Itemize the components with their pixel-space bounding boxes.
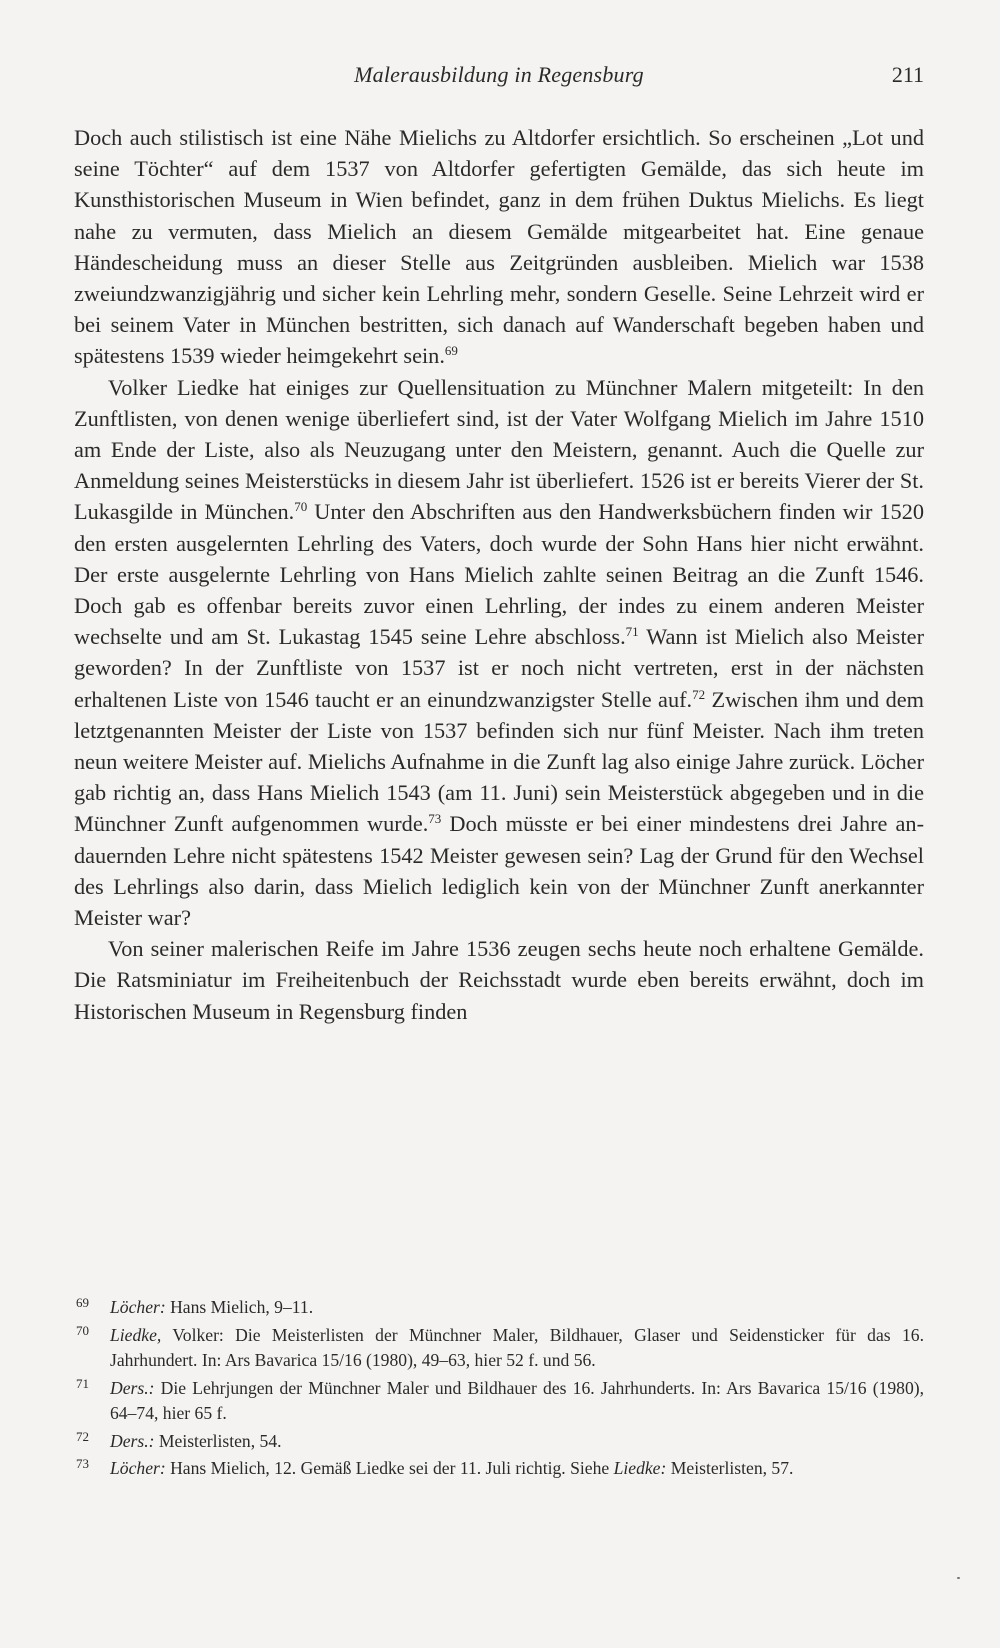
paragraph-2: Volker Liedke hat einiges zur Quellensituation zu Münchner Malern mitgeteilt: In den Zunftlisten, von denen wenige überliefert sind, ist der Vater Wolfgang Mielich im Jahre 1510 am Ende der Liste, also als Neuzugang unter den Meistern, genannt. Auch die Quelle zur Anmeldung seines Meisterstücks in diesem Jahr ist überliefert. 1526 ist er bereits Vierer der St. Lukasgilde in München.$^{70}$ Unter den Abschriften aus den Handwerksbüchern finden wir 1520 den ersten ausgelernten Lehrling des Vaters, doch wurde der Sohn Hans hier nicht erwähnt. Der erste ausgelernte Lehrling von Hans Mielich zahlte seinen Beitrag an die Zunft 1546. Doch gab es offenbar bereits zuvor einen Lehrling, der indes zu einem anderen Meister wechselte und am St. Lukastag 1545 seine Lehre abschloss.$^{71}$ Wann ist Mielich also Meister geworden? In der Zunftliste von 1537 ist er noch nicht vertreten, erst in der nächsten erhaltenen Liste von 1546 taucht er an einundzwanzigster Stelle auf.$^{72}$ Zwischen ihm und dem letztgenannten Meister der Liste von 1537 befinden sich nur fünf Meister. Nach ihm treten neun weitere Meister auf. Mielichs Aufnahme in die Zunft lag also einige Jahre zurück. Löcher gab richtig an, dass Hans Mielich 1543 (am 11. Juni) sein Meisterstück abgegeben und in die Münchner Zunft aufgenommen wurde.$^{73}$ Doch müsste er bei einer mindestens drei Jahre andauernden Lehre nicht spätestens 1542 Meister gewesen sein? Lag der Grund für den Wechsel des Lehrlings also darin, dass Mielich lediglich kein von der Münchner Zunft anerkannter Meister war? — [74, 374, 925, 931]
footnote-ref-71: 71 — [625, 624, 639, 640]
page-header — [74, 62, 924, 94]
footnote-author: Löcher: — [110, 1297, 166, 1317]
footnote-number: 72 — [76, 1428, 89, 1444]
footnotes — [74, 1295, 924, 1484]
running-title: Malerausbildung in Regensburg — [354, 62, 644, 87]
footnote-69: 69 Löcher: Hans Mielich, 9–11. — [74, 1295, 924, 1321]
footnote-ref-73: 73 — [428, 811, 442, 827]
footnote-ref-69: 69 — [444, 343, 458, 359]
footnote-number: 71 — [76, 1375, 89, 1391]
paper-speck — [957, 1577, 960, 1579]
footnote-number: 69 — [76, 1295, 89, 1310]
footnote-number: 73 — [76, 1456, 89, 1471]
paragraph-3: Von seiner malerischen Reife im Jahre 1536 zeugen sechs heute noch erhaltene Gemälde. Die Ratsminiatur im Freiheitenbuch der Reichsstadt wurde eben bereits erwähnt, doch im Historischen Museum in Regensburg finden — [74, 936, 924, 1024]
footnote-author: Liedke: — [613, 1458, 667, 1478]
footnote-author: Ders.: — [110, 1430, 155, 1451]
paragraph-1: Doch auch stilistisch ist eine Nähe Mielichs zu Altdorfer ersichtlich. So erscheinen „Lot und seine Töchter“ auf dem 1537 von Altdorfer gefertigten Gemälde, das sich heute im Kunsthistorischen Museum in Wien befindet, ganz in dem frühen Duktus Mielichs. Es liegt nahe zu vermuten, dass Mielich an diesem Gemälde mitgearbeitet hat. Eine genaue Händescheidung muss an dieser Stelle aus Zeitgründen ausbleiben. Mielich war 1538 zweiundzwanzigjährig und sicher kein Lehrling mehr, sondern Geselle. Seine Lehrzeit wird er bei seinem Vater in München bestritten, sich danach auf Wanderschaft begeben haben und spätestens 1539 wieder heimgekehrt sein.$^{69}$ — [74, 125, 924, 369]
footnote-number: 70 — [76, 1322, 89, 1338]
footnote-ref-70: 70 — [294, 499, 308, 515]
footnote-71: 71 Ders.: Die Lehrjungen der Münchner Maler und Bildhauer des 16. Jahrhunderts. In: Ars Bavarica 15/16 (1980), 64–74, hier 65 f. — [74, 1376, 924, 1427]
main-text — [74, 122, 924, 1027]
page-number: 211 — [891, 62, 924, 87]
footnote-author: Liedke, — [110, 1324, 162, 1345]
footnote-author: Löcher: — [110, 1458, 166, 1478]
footnote-73: 73 Löcher: Hans Mielich, 12. Gemäß Liedke sei der 11. Juli richtig. Siehe Liedke: Meisterlisten, 57. — [74, 1456, 924, 1482]
footnote-72: 72 Ders.: Meisterlisten, 54. — [74, 1429, 924, 1455]
footnote-70: 70 Liedke, Volker: Die Meisterlisten der Münchner Maler, Bildhauer, Glaser und Seidensticker für das 16. Jahrhundert. In: Ars Bavarica 15/16 (1980), 49–63, hier 52 f. und 56. — [74, 1323, 924, 1374]
footnote-ref-72: 72 — [692, 686, 706, 702]
footnote-author: Ders.: — [110, 1377, 155, 1398]
